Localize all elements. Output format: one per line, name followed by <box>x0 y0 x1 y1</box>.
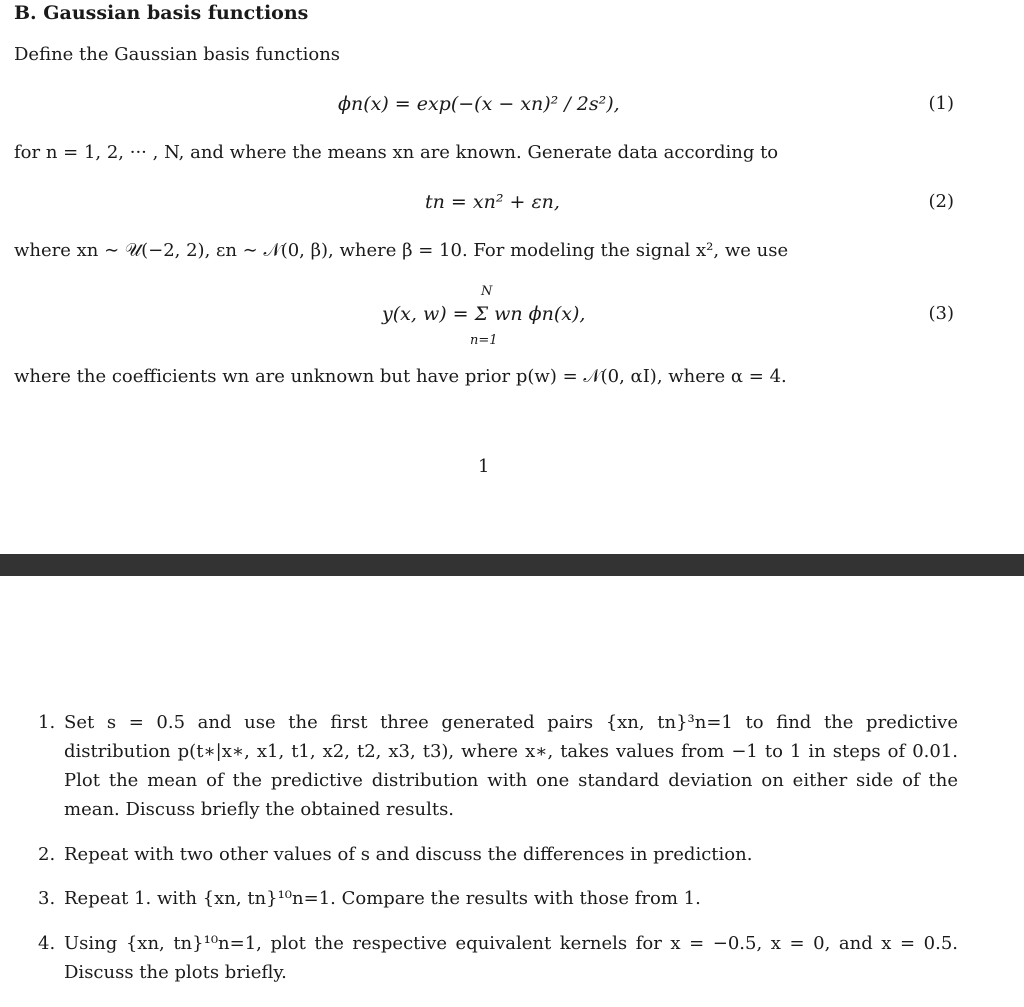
task-item-4 <box>38 929 958 987</box>
equation-2-number: (2) <box>928 191 954 212</box>
task-number: 1. <box>38 712 56 733</box>
task-item-1 <box>38 708 958 824</box>
section-heading: B. Gaussian basis functions <box>14 2 309 24</box>
page-separator <box>0 554 1024 576</box>
task-number: 2. <box>38 844 56 865</box>
sum-upper-limit: N <box>481 284 493 299</box>
task-text: Repeat 1. with {xn, tn}¹⁰n=1. Compare the results with those from 1. <box>64 888 701 909</box>
intro-text: Define the Gaussian basis functions <box>14 44 341 65</box>
task-number: 3. <box>38 888 56 909</box>
task-item-3 <box>38 884 958 913</box>
task-text: Repeat with two other values of s and discuss the differences in prediction. <box>64 844 753 865</box>
equation-3-number: (3) <box>928 303 954 324</box>
equation-2: tn = xn² + εn, <box>425 191 560 213</box>
sum-lower-limit: n=1 <box>470 333 498 348</box>
page-number: 1 <box>478 456 490 477</box>
task-text: Set s = 0.5 and use the first three generated pairs {xn, tn}³n=1 to find the predictive distribution p(t∗|x∗, x1, t1, x2, t2, x3, t3), where x∗, takes values from −1 to 1 in steps of 0.01. Plot the mean of the predictive distribution with one standard deviation on either side of the mean. Discuss briefly the obtained results. <box>64 712 958 820</box>
equation-3: y(x, w) = Σ wn ϕn(x), <box>382 303 586 325</box>
task-number: 4. <box>38 933 56 954</box>
equation-1: ϕn(x) = exp(−(x − xn)² / 2s²), <box>338 93 620 115</box>
task-item-2 <box>38 840 958 869</box>
task-text: Using {xn, tn}¹⁰n=1, plot the respective equivalent kernels for x = −0.5, x = 0, and x = 0.5. Discuss the plots briefly. <box>64 933 958 983</box>
paragraph-generate-data: for n = 1, 2, ··· , N, and where the means xn are known. Generate data according to <box>14 142 779 163</box>
equation-1-number: (1) <box>928 93 954 114</box>
paragraph-modeling: where xn ∼ 𝒰(−2, 2), εn ∼ 𝒩(0, β), where β = 10. For modeling the signal x², we use <box>14 240 789 261</box>
paragraph-prior: where the coefficients wn are unknown but have prior p(w) = 𝒩(0, αI), where α = 4. <box>14 366 787 387</box>
